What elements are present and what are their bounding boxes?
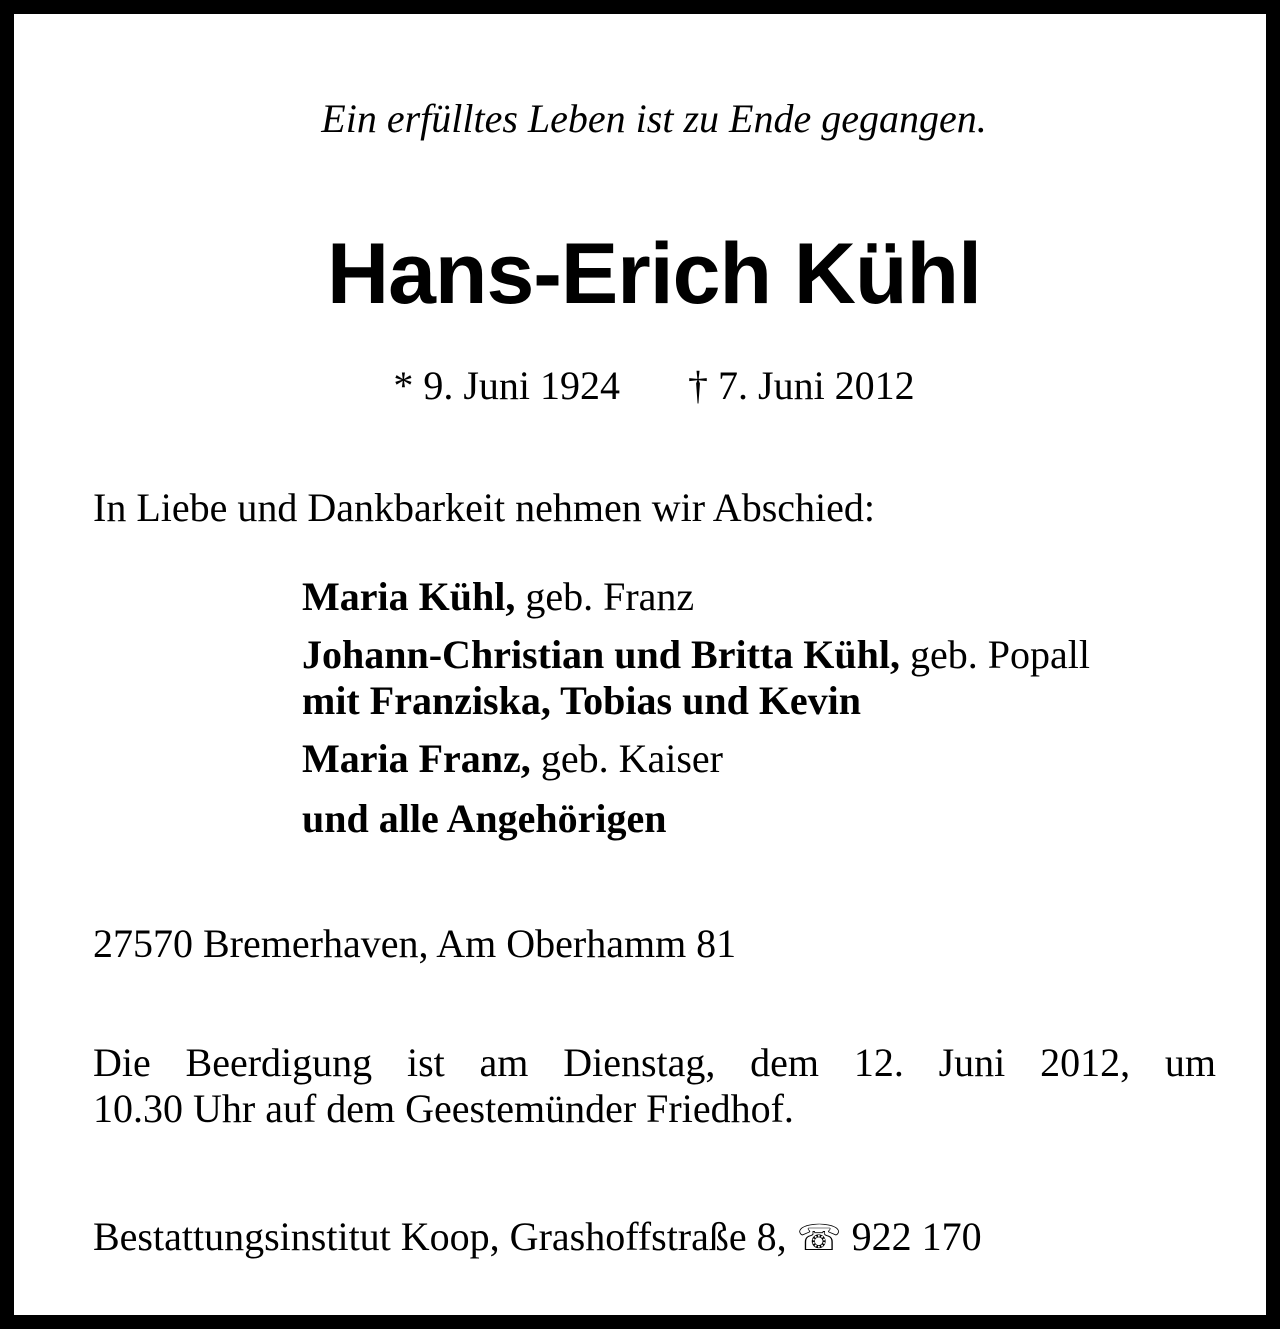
funeral-word: dem — [750, 1040, 820, 1085]
mourner-entry — [302, 736, 1090, 782]
mourner-children: mit Franziska, Tobias und Kevin — [302, 678, 862, 723]
funeral-word: 2012, — [1040, 1040, 1131, 1085]
mourner-entry — [302, 796, 1090, 842]
mourner-relatives: und alle Angehörigen — [302, 796, 667, 841]
mourners-list — [302, 574, 1090, 842]
funeral-word: Beerdigung — [185, 1040, 373, 1085]
funeral-home — [93, 1212, 982, 1263]
funeral-home-address: Bestattungsinstitut Koop, Grashoffstraße 8, — [93, 1214, 797, 1259]
funeral-home-phone: 922 170 — [841, 1214, 982, 1259]
life-dates — [14, 361, 1280, 411]
funeral-word: Die — [93, 1040, 151, 1085]
farewell-intro: In Liebe und Dankbarkeit nehmen wir Abschied: — [93, 485, 875, 530]
funeral-word: am — [479, 1040, 529, 1085]
family-address: 27570 Bremerhaven, Am Oberhamm 81 — [93, 921, 737, 966]
mourner-name: Maria Kühl, — [302, 574, 516, 619]
mourner-entry — [302, 632, 1090, 724]
funeral-word: um — [1164, 1040, 1216, 1085]
funeral-word: ist — [406, 1040, 445, 1085]
mourner-name: Maria Franz, — [302, 736, 531, 781]
telephone-icon: ☏ — [796, 1218, 842, 1258]
mourner-maiden-name: geb. Franz — [515, 574, 695, 619]
funeral-info-line-2: 10.30 Uhr auf dem Geestemünder Friedhof. — [93, 1086, 794, 1131]
death-date: † 7. Juni 2012 — [688, 363, 915, 408]
mourner-maiden-name: geb. Kaiser — [530, 736, 723, 781]
mourner-maiden-name: geb. Popall — [899, 632, 1090, 677]
funeral-word: 12. — [853, 1040, 904, 1085]
motto: Ein erfülltes Leben ist zu Ende gegangen. — [321, 96, 987, 141]
funeral-info — [93, 1040, 1216, 1132]
mourner-entry — [302, 574, 1090, 620]
funeral-word: Dienstag, — [563, 1040, 716, 1085]
funeral-info-line-1 — [93, 1040, 1216, 1086]
mourner-name: Johann-Christian und Britta Kühl, — [302, 632, 900, 677]
funeral-word: Juni — [938, 1040, 1006, 1085]
birth-date: * 9. Juni 1924 — [393, 363, 620, 408]
deceased-name: Hans-Erich Kühl — [327, 226, 981, 322]
